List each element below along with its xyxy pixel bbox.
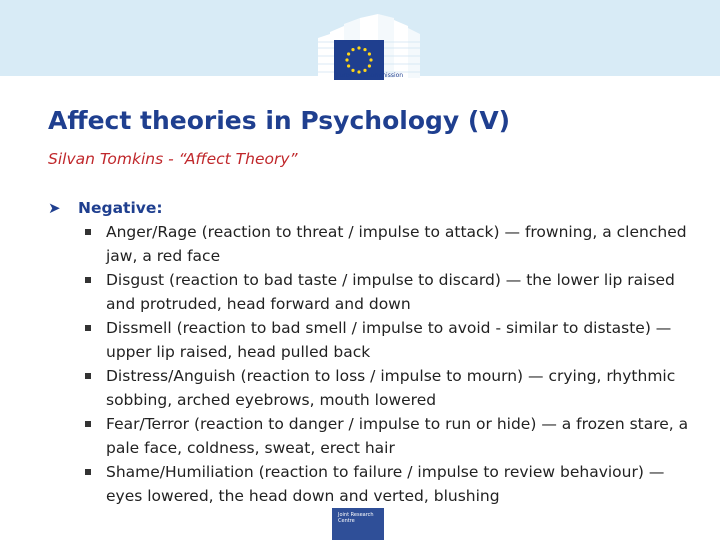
list-item-text: Disgust (reaction to bad taste / impulse to discard) — the lower lip raised and protruded, head forward and down (106, 271, 675, 313)
square-bullet-icon (85, 325, 91, 331)
square-bullet-icon (85, 229, 91, 235)
arrow-bullet-icon: ➤ (48, 199, 61, 217)
list-item-text: Anger/Rage (reaction to threat / impulse to attack) — frowning, a clenched jaw, a red face (106, 223, 687, 265)
european-commission-logo (312, 14, 432, 98)
section-heading: Negative: (78, 199, 163, 217)
list-item-text: Distress/Anguish (reaction to loss / impulse to mourn) — crying, rhythmic sobbing, arched eyebrows, mouth lowered (106, 367, 676, 409)
list-item (48, 364, 698, 412)
square-bullet-icon (85, 421, 91, 427)
footer-logo-text: Joint Research Centre (338, 512, 374, 524)
list-item (48, 316, 698, 364)
content-body (48, 196, 698, 508)
list-item-text: Fear/Terror (reaction to danger / impulse to run or hide) — a frozen stare, a pale face, coldness, sweat, erect hair (106, 415, 689, 457)
list-item (48, 460, 698, 508)
list-item (48, 220, 698, 268)
affect-list (48, 220, 698, 508)
square-bullet-icon (85, 469, 91, 475)
page-subtitle: Silvan Tomkins - “Affect Theory” (48, 150, 298, 168)
list-item-text: Shame/Humiliation (reaction to failure / impulse to review behaviour) — eyes lowered, the head down and verted, blushing (106, 463, 665, 505)
negative-section (48, 196, 698, 220)
jrc-logo (332, 508, 384, 540)
list-item-text: Dissmell (reaction to bad smell / impulse to avoid - similar to distaste) — upper lip raised, head pulled back (106, 319, 672, 361)
square-bullet-icon (85, 373, 91, 379)
logo-text: European Commission (336, 72, 404, 79)
page-title: Affect theories in Psychology (V) (48, 106, 511, 135)
list-item (48, 268, 698, 316)
list-item (48, 412, 698, 460)
square-bullet-icon (85, 277, 91, 283)
